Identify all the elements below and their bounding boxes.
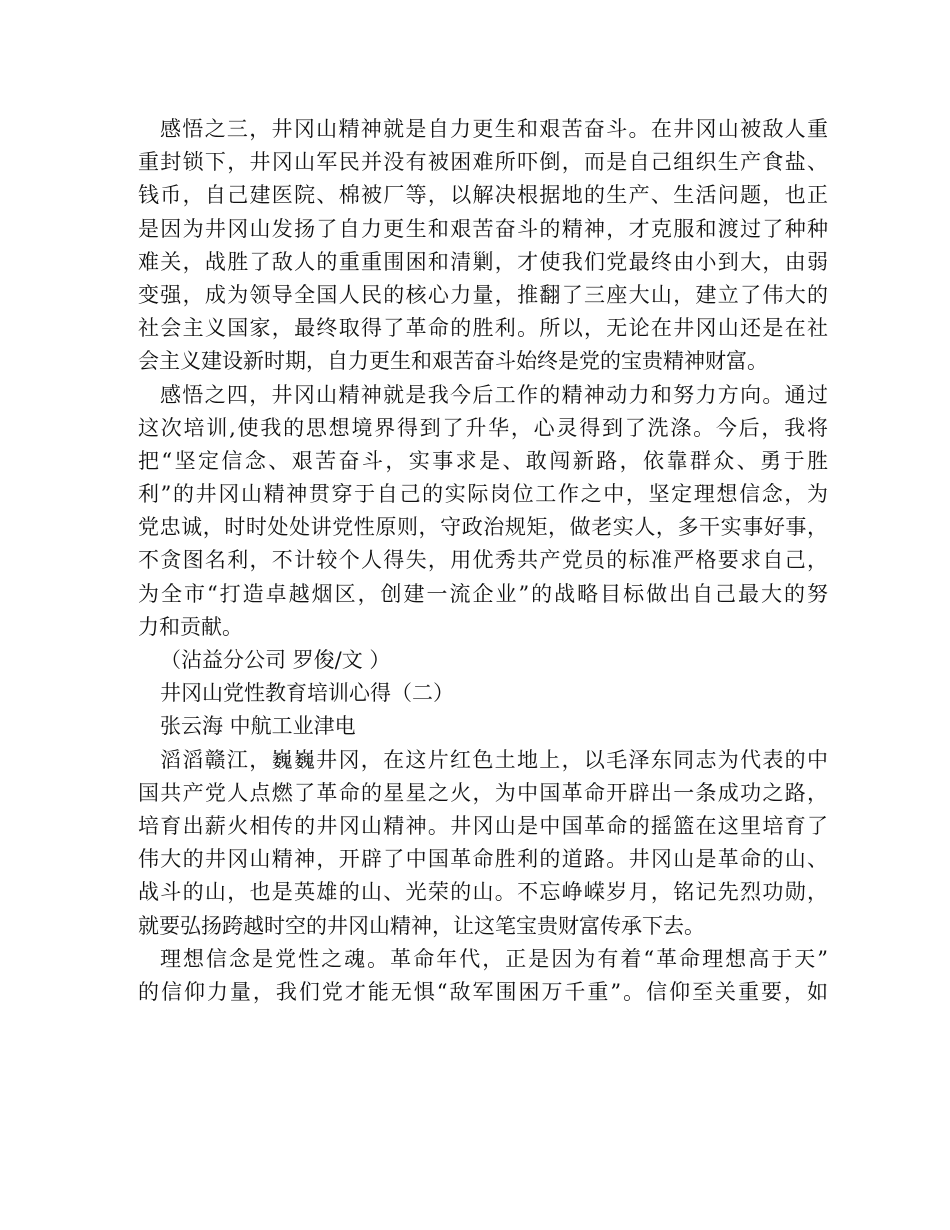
text-line: 滔滔赣江，巍巍井冈，在这片红色土地上，以毛泽东同志为代表的中	[160, 747, 828, 772]
text-line: 理想信念是党性之魂。革命年代，正是因为有着“革命理想高于天”	[160, 946, 828, 971]
text-line: 变强，成为领导全国人民的核心力量，推翻了三座大山，建立了伟大的	[138, 282, 828, 307]
text-line: 伟大的井冈山精神，开辟了中国革命胜利的道路。井冈山是革命的山、	[138, 847, 828, 872]
text-line: 把“坚定信念、艰苦奋斗，实事求是、敢闯新路，依靠群众、勇于胜	[138, 448, 828, 473]
text-line: 力和贡献。	[138, 614, 243, 639]
text-line: 战斗的山，也是英雄的山、光荣的山。不忘峥嵘岁月，铭记先烈功勋，	[138, 880, 828, 905]
text-line: 就要弘扬跨越时空的井冈山精神，让这笔宝贵财富传承下去。	[138, 913, 705, 938]
text-line: 感悟之四，井冈山精神就是我今后工作的精神动力和努力方向。通过	[160, 382, 828, 407]
author-line: 张云海 中航工业津电	[160, 714, 356, 739]
text-line: 利”的井冈山精神贯穿于自己的实际岗位工作之中，坚定理想信念，为	[138, 482, 828, 507]
text-line: 重封锁下，井冈山军民并没有被困难所吓倒，而是自己组织生产食盐、	[138, 150, 828, 175]
text-line: 不贪图名利，不计较个人得失，用优秀共产党员的标准严格要求自己，	[138, 548, 828, 573]
text-line: 为全市“打造卓越烟区，创建一流企业”的战略目标做出自己最大的努	[138, 581, 828, 606]
section-title: 井冈山党性教育培训心得（二）	[160, 681, 454, 706]
text-line: 难关，战胜了敌人的重重围困和清剿，才使我们党最终由小到大，由弱	[138, 249, 828, 274]
text-line: 感悟之三，井冈山精神就是自力更生和艰苦奋斗。在井冈山被敌人重	[160, 117, 828, 141]
text-line: 会主义建设新时期，自力更生和艰苦奋斗始终是党的宝贵精神财富。	[138, 349, 768, 374]
text-line: 钱币，自己建医院、棉被厂等，以解决根据地的生产、生活问题，也正	[138, 183, 828, 208]
text-line: 国共产党人点燃了革命的星星之火，为中国革命开辟出一条成功之路，	[138, 780, 828, 805]
text-line: 的信仰力量，我们党才能无惧“敌军围困万千重”。信仰至关重要，如	[138, 979, 828, 1004]
text-line: 培育出薪火相传的井冈山精神。井冈山是中国革命的摇篮在这里培育了	[138, 813, 828, 838]
document-body	[138, 113, 828, 1009]
text-line: 社会主义国家，最终取得了革命的胜利。所以，无论在井冈山还是在社	[138, 316, 828, 341]
byline: （沾益分公司 罗俊/文 ）	[160, 648, 391, 672]
text-line: 这次培训,使我的思想境界得到了升华，心灵得到了洗涤。今后，我将	[138, 415, 828, 440]
text-line: 党忠诚，时时处处讲党性原则，守政治规矩，做老实人，多干实事好事，	[138, 515, 828, 540]
text-line: 是因为井冈山发扬了自力更生和艰苦奋斗的精神，才克服和渡过了种种	[138, 216, 828, 241]
